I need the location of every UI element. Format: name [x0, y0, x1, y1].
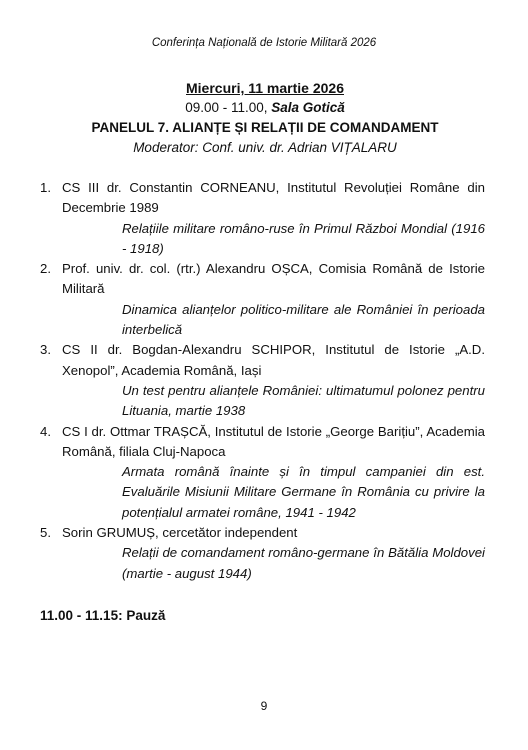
presentation-item: [40, 340, 485, 421]
running-header: Conferința Națională de Istorie Militară 2026: [151, 37, 377, 49]
presentation-list: [40, 178, 485, 584]
presenter: CS III dr. Constantin CORNEANU, Institutul Revoluției Române din Decembrie 1989: [62, 180, 485, 216]
session-date: Miercuri, 11 martie 2026: [186, 80, 344, 96]
presentation-title: Un test pentru alianțele României: ultimatumul polonez pentru Lituania, martie 1938: [122, 382, 485, 419]
presentation-item: [40, 178, 485, 259]
page-number: 9: [260, 699, 268, 713]
session-room: Sala Gotică: [271, 100, 345, 115]
presentation-title: Dinamica alianțelor politico-militare ale României în perioada interbelică: [122, 301, 485, 338]
panel-moderator: Moderator: Conf. univ. dr. Adrian VIȚALARU: [133, 140, 397, 155]
presentation-item: [40, 422, 485, 523]
break-slot: 11.00 - 11.15: Pauză: [40, 608, 166, 623]
presentation-item: [40, 259, 485, 340]
presentation-item: [40, 523, 485, 584]
session-time: 09.00 - 11.00,: [185, 100, 268, 115]
item-number: 4.: [40, 423, 51, 439]
session-block: [40, 78, 490, 158]
presentation-title: Relațiile militare româno-ruse în Primul Război Mondial (1916 - 1918): [122, 220, 485, 256]
presentation-title: Relații de comandament româno-germane în Bătălia Moldovei (martie - august 1944): [122, 545, 485, 581]
panel-title: PANELUL 7. ALIANȚE ȘI RELAȚII DE COMANDAMENT: [91, 120, 439, 135]
item-number: 5.: [40, 525, 51, 541]
item-number: 3.: [40, 342, 51, 358]
presenter: Sorin GRUMUȘ, cercetător independent: [62, 525, 298, 541]
presenter: CS I dr. Ottmar TRAȘCĂ, Institutul de Istorie „George Barițiu”, Academia Română, filiala Cluj-Napoca: [62, 423, 485, 459]
presentation-title: Armata română înainte și în timpul campaniei din est. Evaluările Misiunii Militare Germane în România cu privire la potențialul armatei române, 1941 - 1942: [122, 464, 485, 520]
presenter: Prof. univ. dr. col. (rtr.) Alexandru OȘCA, Comisia Română de Istorie Militară: [62, 261, 485, 297]
session-time-room: [40, 98, 490, 118]
item-number: 1.: [40, 180, 51, 195]
item-number: 2.: [40, 261, 51, 277]
presenter: CS II dr. Bogdan-Alexandru SCHIPOR, Institutul de Istorie „A.D. Xenopol”, Academia Română, Iași: [62, 342, 485, 378]
